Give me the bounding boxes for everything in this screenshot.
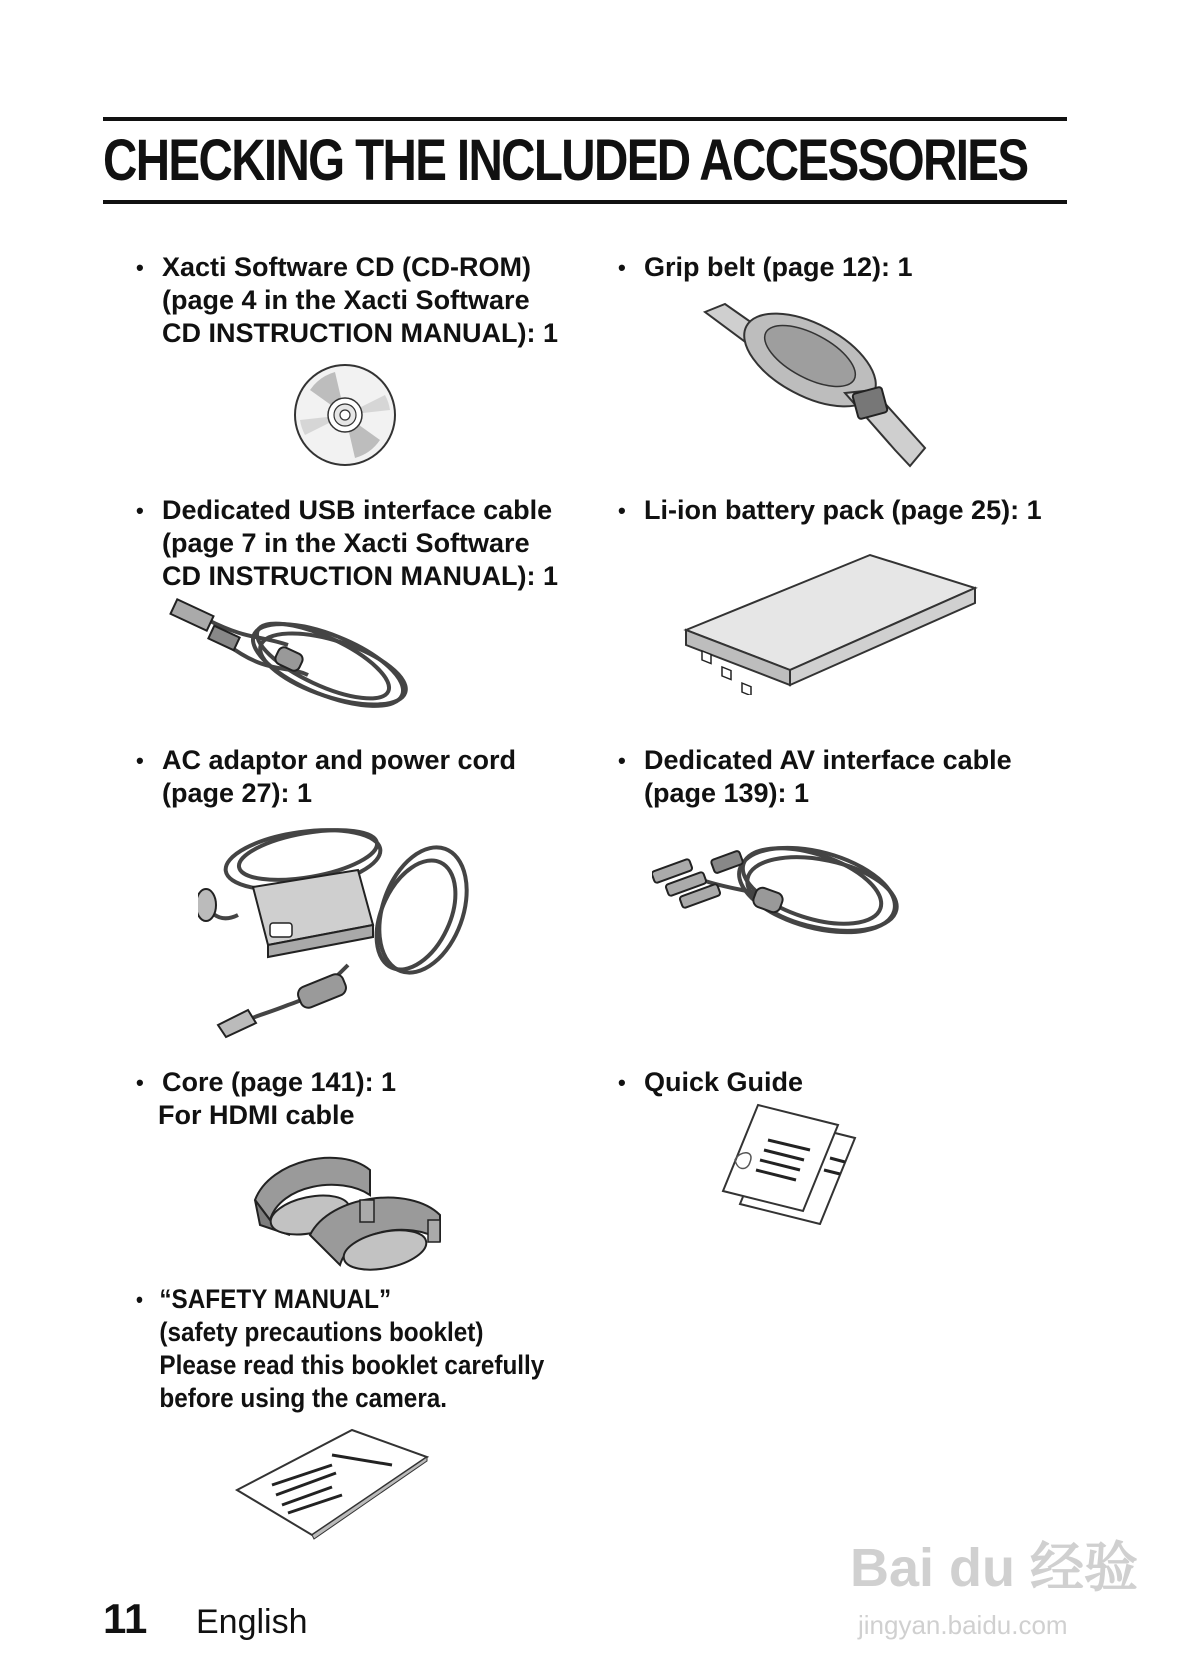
list-item-safety-manual	[136, 1283, 544, 1415]
item-label: Dedicated USB interface cable (page 7 in the Xacti Software CD INSTRUCTION MANUAL): 1	[162, 495, 558, 591]
bullet: •	[136, 498, 144, 523]
item-label: Quick Guide	[644, 1067, 804, 1097]
list-item-quick-guide	[618, 1066, 803, 1099]
bullet: •	[136, 255, 144, 280]
list-item-ferrite-core	[136, 1066, 396, 1132]
list-item-usb-cable	[136, 494, 558, 593]
list-item-cd	[136, 251, 558, 350]
top-rule	[103, 117, 1067, 121]
bullet: •	[136, 1287, 143, 1312]
quick-guide-icon	[720, 1100, 870, 1225]
bullet: •	[618, 748, 626, 773]
item-label: Grip belt (page 12): 1	[644, 252, 913, 282]
safety-manual-icon	[232, 1425, 432, 1540]
bullet: •	[618, 498, 626, 523]
page-title: CHECKING THE INCLUDED ACCESSORIES	[103, 128, 1028, 193]
page-number: 11	[103, 1595, 148, 1642]
item-label: Core (page 141): 1	[162, 1067, 397, 1097]
list-item-grip-belt	[618, 251, 913, 284]
item-label: Dedicated AV interface cable (page 139): 1	[644, 745, 1012, 808]
item-label: “SAFETY MANUAL” (safety precautions booklet) Please read this booklet carefully before using the camera.	[159, 1284, 545, 1413]
list-item-ac-adaptor	[136, 744, 516, 810]
battery-pack-icon	[680, 550, 980, 695]
bullet: •	[618, 1070, 626, 1095]
grip-belt-icon	[695, 298, 955, 473]
cd-rom-icon	[290, 360, 400, 470]
av-cable-icon	[652, 820, 912, 965]
bottom-rule	[103, 200, 1067, 204]
ferrite-core-icon	[250, 1140, 450, 1275]
bullet: •	[136, 1070, 144, 1095]
list-item-battery	[618, 494, 1042, 527]
list-item-av-cable	[618, 744, 1012, 810]
watermark-url: jingyan.baidu.com	[858, 1610, 1068, 1640]
item-label: Xacti Software CD (CD-ROM) (page 4 in the Xacti Software CD INSTRUCTION MANUAL): 1	[162, 252, 558, 348]
item-label: Li-ion battery pack (page 25): 1	[644, 495, 1042, 525]
ac-adaptor-icon	[198, 815, 488, 1040]
bullet: •	[136, 748, 144, 773]
bullet: •	[618, 255, 626, 280]
usb-cable-icon	[168, 595, 418, 730]
language-label: English	[196, 1603, 308, 1641]
item-sublabel: For HDMI cable	[158, 1100, 355, 1130]
item-label: AC adaptor and power cord (page 27): 1	[162, 745, 517, 808]
watermark-logo: Bai du 经验	[850, 1538, 1139, 1598]
